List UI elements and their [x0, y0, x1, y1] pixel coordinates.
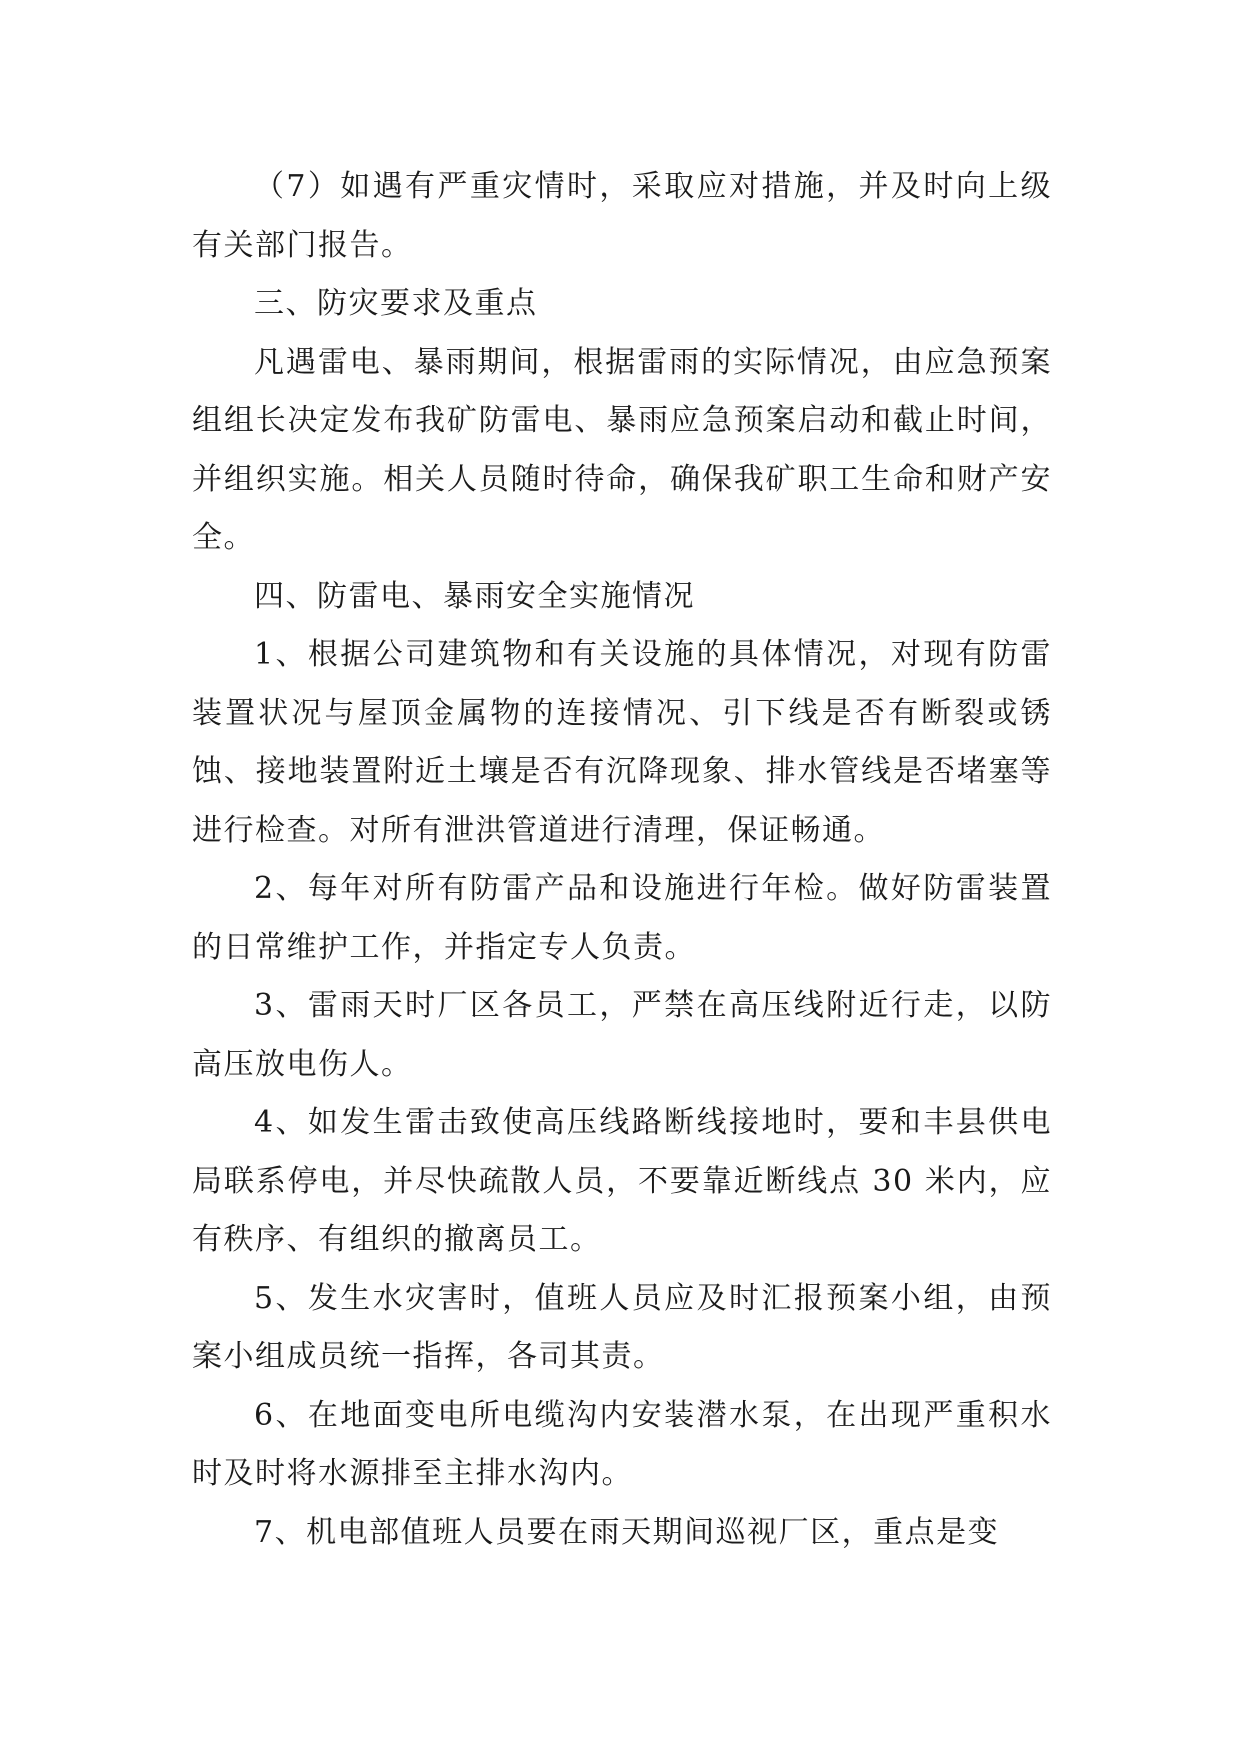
paragraph-disaster-report: （7）如遇有严重灾情时，采取应对措施，并及时向上级有关部门报告。: [192, 169, 1052, 263]
paragraph-emergency-plan: 凡遇雷电、暴雨期间，根据雷雨的实际情况，由应急预案组组长决定发布我矿防雷电、暴雨应急预案启动和截止时间，并组织实施。相关人员随时待命，确保我矿职工生命和财产安全。: [192, 344, 1052, 555]
list-item-4: 4、如发生雷击致使高压线路断线接地时，要和丰县供电局联系停电，并尽快疏散人员，不要靠近断线点 30 米内，应有秩序、有组织的撤离员工。: [192, 1105, 1052, 1257]
heading-section-three: 三、防灾要求及重点: [254, 286, 538, 321]
heading-section-four: 四、防雷电、暴雨安全实施情况: [254, 578, 695, 614]
document-body: [192, 158, 1052, 1562]
list-item-7: 7、机电部值班人员要在雨天期间巡视厂区，重点是变: [254, 1514, 1000, 1550]
list-item-5: 5、发生水灾害时，值班人员应及时汇报预案小组，由预案小组成员统一指挥，各司其责。: [192, 1280, 1052, 1374]
list-item-3: 3、雷雨天时厂区各员工，严禁在高压线附近行走，以防高压放电伤人。: [192, 988, 1052, 1082]
list-item-1: 1、根据公司建筑物和有关设施的具体情况，对现有防雷装置状况与屋顶金属物的连接情况、引下线是否有断裂或锈蚀、接地装置附近土壤是否有沉降现象、排水管线是否堵塞等进行检查。对所有泄洪管道进行清理，保证畅通。: [192, 637, 1052, 848]
list-item-2: 2、每年对所有防雷产品和设施进行年检。做好防雷装置的日常维护工作，并指定专人负责。: [192, 871, 1052, 965]
list-item-6: 6、在地面变电所电缆沟内安装潜水泵，在出现严重积水时及时将水源排至主排水沟内。: [192, 1397, 1052, 1491]
